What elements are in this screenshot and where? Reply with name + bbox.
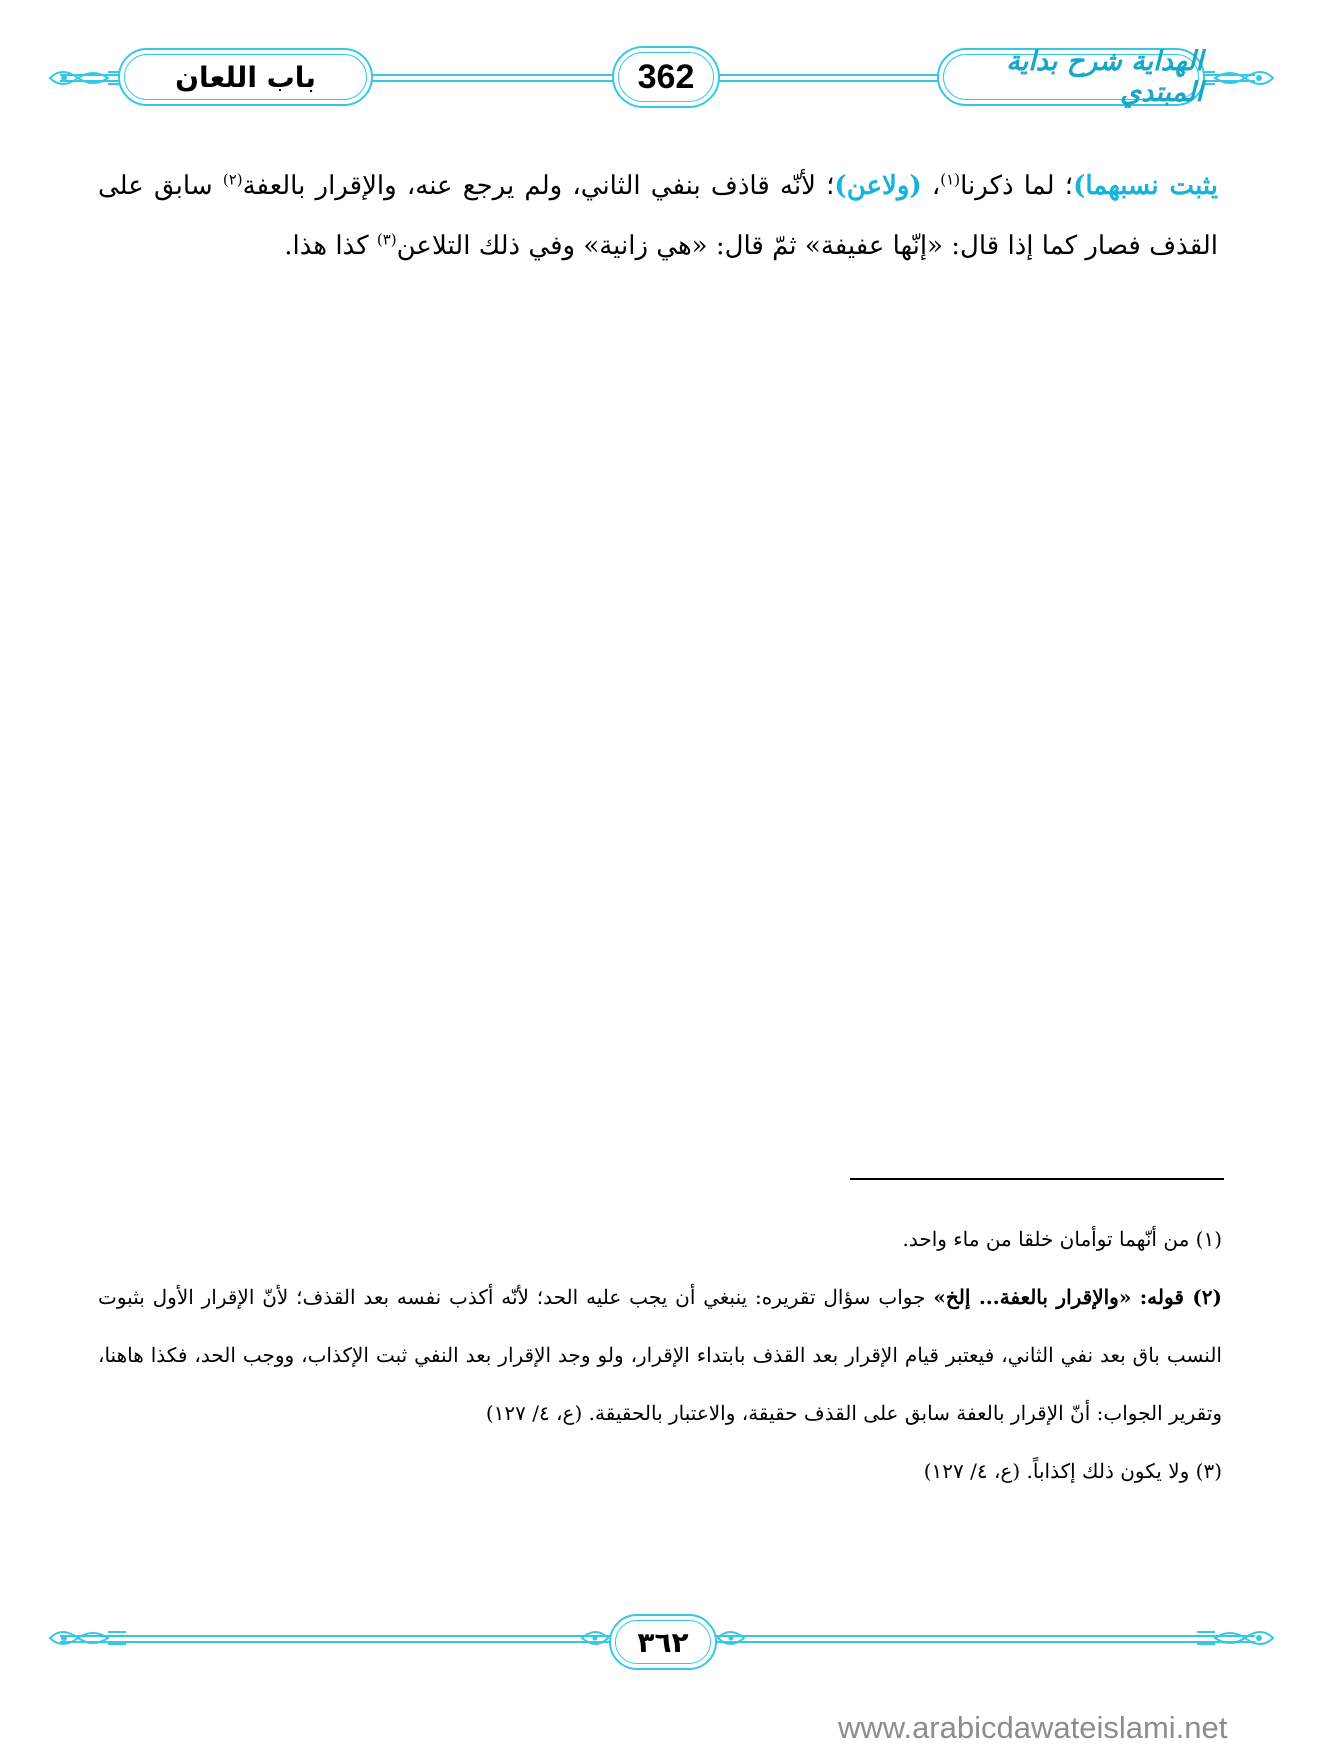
ornament-right-icon — [1195, 1622, 1275, 1654]
ornament-right-icon — [1195, 62, 1275, 94]
ornament-left-icon — [48, 62, 128, 94]
text-segment: كذا هذا. — [284, 231, 377, 261]
footnotes — [98, 1210, 1222, 1500]
footnote-marker[interactable]: (٣) — [376, 230, 397, 249]
text-segment: على القذف فصار كما إذا قال: «إنّها عفيفة» ثمّ قال: «هي زانية» وفي ذلك التلاعن — [98, 171, 1218, 261]
main-text — [98, 156, 1218, 276]
ornament-center-icon — [570, 1622, 610, 1654]
text-segment: سابق — [154, 171, 223, 201]
website-url[interactable]: www.arabicdawateislami.net — [838, 1710, 1228, 1745]
book-title: الهداية شرح بداية المبتدي — [1006, 46, 1203, 108]
text-segment: ، — [921, 171, 941, 201]
matn-highlight: (ولاعن) — [834, 171, 922, 201]
chapter-title-box — [118, 48, 373, 106]
ornament-center-icon — [716, 1622, 756, 1654]
footnote-2-label: (٢) قوله: «والإقرار بالعفة... إلخ» — [933, 1285, 1222, 1309]
matn-highlight: يثبت نسبهما) — [1073, 171, 1219, 201]
bottom-page-number: ٣٦٢ — [637, 1625, 689, 1659]
ornament-left-icon — [48, 1622, 128, 1654]
text-segment: ؛ لأنّه قاذف بنفي الثاني، ولم يرجع عنه، والإقرار بالعفة — [242, 171, 835, 201]
footnote-3: (٣) ولا يكون ذلك إكذاباً. (ع، ٤/ ١٢٧) — [923, 1459, 1222, 1483]
footnote-2 — [98, 1268, 1222, 1442]
footnote-1: (١) من أنّهما توأمان خلقا من ماء واحد. — [902, 1227, 1222, 1251]
footnote-marker[interactable]: (٢) — [222, 170, 243, 189]
book-title-box — [937, 48, 1205, 106]
text-segment: ؛ لما ذكرنا — [960, 171, 1074, 201]
chapter-title: باب اللعان — [175, 60, 316, 94]
footnote-marker[interactable]: (١) — [940, 170, 961, 189]
page-number: 362 — [637, 57, 695, 96]
bottom-page-number-box — [609, 1614, 717, 1670]
footnote-2-text: جواب سؤال تقريره: ينبغي أن يجب عليه الحد؛ لأنّه أكذب نفسه بعد القذف؛ لأنّ الإقرار الأول بثبوت النسب باق بعد نفي الثاني، فيعتبر قيام الإقرار بعد القذف بابتداء الإقرار، ولو وجد الإقرار بعد النفي ثبت الإكذاب، ووجب الحد، فكذا هاهنا، وتقرير الجواب: أنّ الإقرار بالعفة سابق على القذف حقيقة، والاعتبار بالحقيقة. (ع، ٤/ ١٢٧) — [98, 1285, 1222, 1425]
page-number-box — [612, 46, 720, 108]
footnote-separator — [850, 1178, 1224, 1180]
